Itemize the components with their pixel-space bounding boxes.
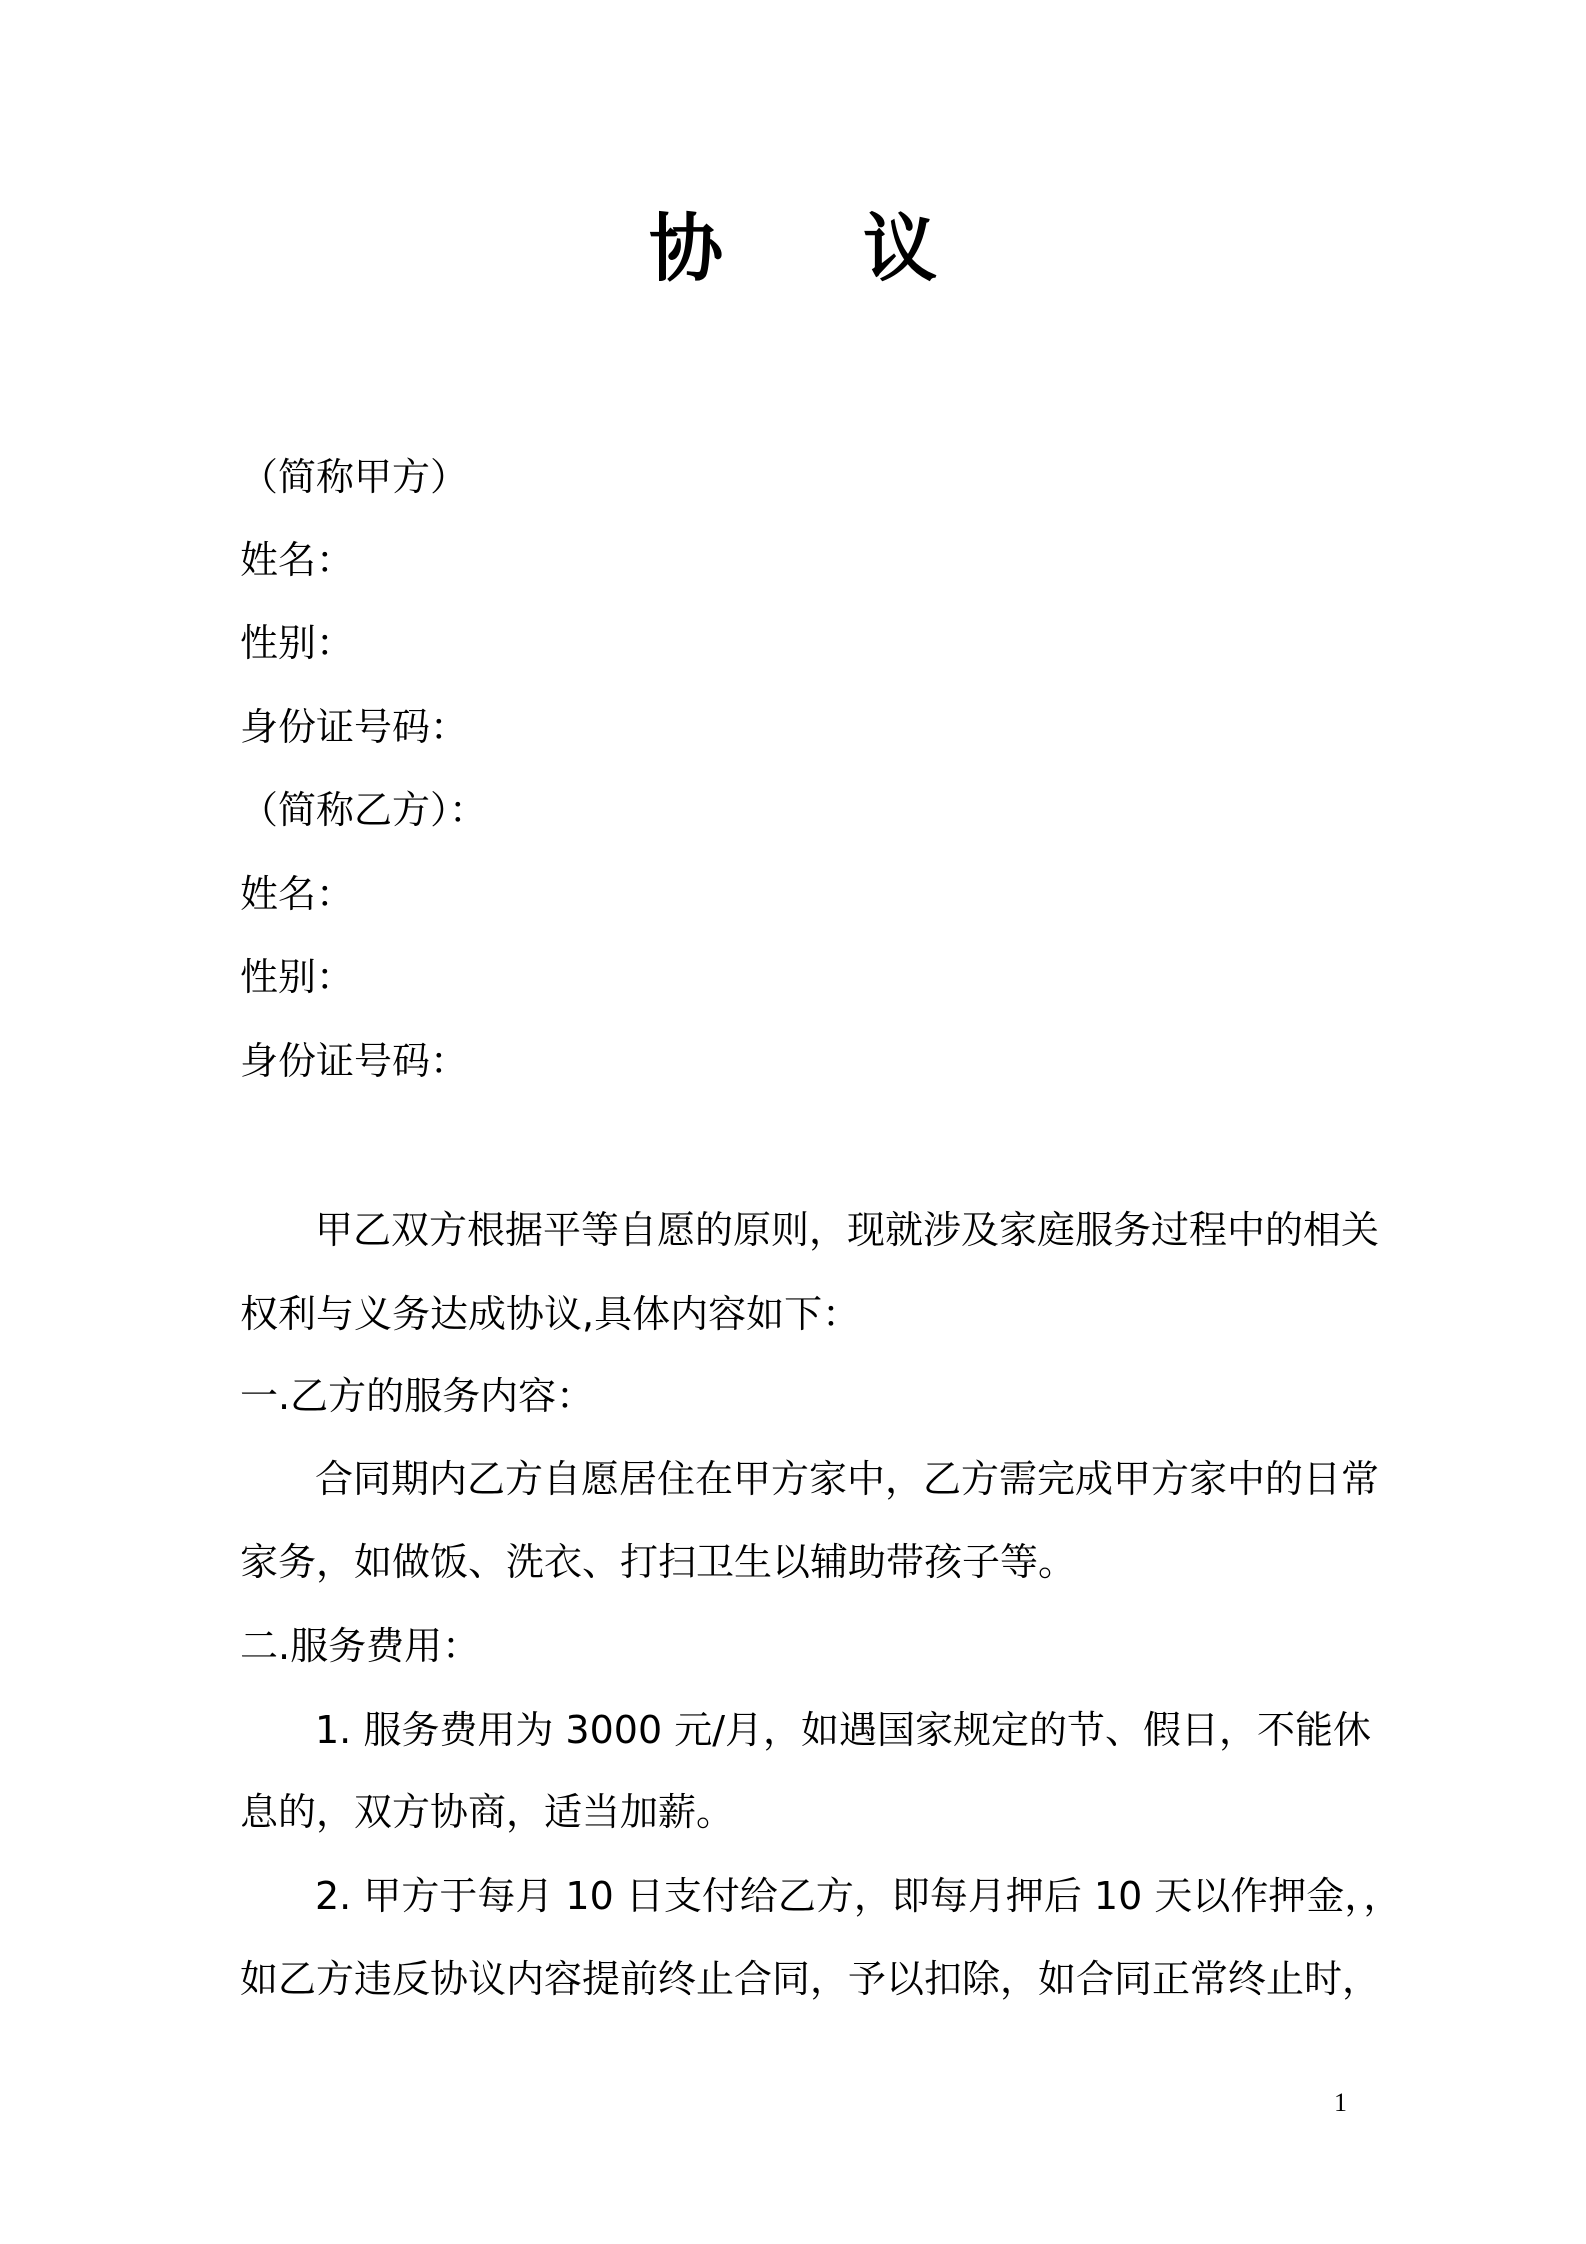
section-1-heading: 一.乙方的服务内容： xyxy=(240,1374,595,1418)
page-number: 1 xyxy=(1334,2088,1347,2117)
intro-line-1: 甲乙双方根据平等自愿的原则，现就涉及家庭服务过程中的相关 xyxy=(315,1208,1380,1252)
party-a-gender-label: 性别： xyxy=(240,621,355,665)
title-char-1: 协 xyxy=(649,206,723,292)
section-2-item-1-line-1: 1. 服务费用为 3000 元/月，如遇国家规定的节、假日，不能休 xyxy=(315,1708,1372,1752)
party-b-gender-label: 性别： xyxy=(240,955,355,999)
section-2-item-2-line-2: 如乙方违反协议内容提前终止合同，予以扣除，如合同正常终止时， xyxy=(240,1957,1381,2001)
intro-line-2: 权利与义务达成协议,具体内容如下： xyxy=(240,1292,861,1336)
section-1-line-2: 家务，如做饭、洗衣、打扫卫生以辅助带孩子等。 xyxy=(240,1540,1077,1584)
party-b-name-label: 姓名： xyxy=(240,872,355,916)
party-a-name-label: 姓名： xyxy=(240,538,355,582)
document-title xyxy=(0,206,1586,292)
section-2-item-2-line-1: 2. 甲方于每月 10 日支付给乙方，即每月押后 10 天以作押金，， xyxy=(315,1874,1402,1918)
section-1-line-1: 合同期内乙方自愿居住在甲方家中，乙方需完成甲方家中的日常 xyxy=(315,1457,1380,1501)
party-b-id-label: 身份证号码： xyxy=(240,1039,469,1083)
section-2-item-1-line-2: 息的，双方协商，适当加薪。 xyxy=(240,1790,735,1834)
section-2-heading: 二.服务费用： xyxy=(240,1624,481,1668)
party-a-id-label: 身份证号码： xyxy=(240,705,469,749)
party-a-heading: （简称甲方） xyxy=(240,455,469,499)
title-char-2: 议 xyxy=(863,206,937,292)
party-b-heading: （简称乙方）： xyxy=(240,788,488,832)
